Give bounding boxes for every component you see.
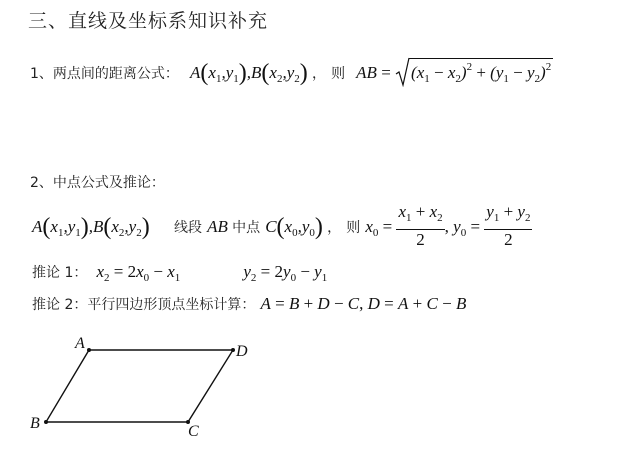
corollary-2-formula: A = B + D − C, D = A + C − B xyxy=(260,294,467,313)
then-2: 则 xyxy=(346,219,361,236)
midpoint-formula-label: 2、中点公式及推论： xyxy=(30,175,165,191)
point-a-b-expression: $A(x_1,y_1),B(x_2,y_2)$ xyxy=(190,60,308,86)
comma-2: ， xyxy=(327,219,342,236)
vertex-c-label: C xyxy=(188,423,199,440)
corollary-1-line xyxy=(32,262,327,284)
corollary-1-y: $y_2 = 2y_0 - y_1$ xyxy=(243,262,328,284)
parallelogram-figure xyxy=(20,332,280,442)
vertex-a-dot xyxy=(87,348,91,352)
midpoint-c-expression: $C(x_0,y_0)$ xyxy=(265,213,323,240)
corollary-1-x: $x_2 = 2x_0 - x_1$ xyxy=(96,262,181,284)
vertex-b-dot xyxy=(44,420,48,424)
vertex-d-dot xyxy=(231,348,235,352)
comma-1: ， xyxy=(311,66,326,82)
vertex-a-label: A xyxy=(75,335,85,352)
then-1: 则 xyxy=(331,66,346,82)
midpoint-formula-line xyxy=(32,204,532,252)
corollary-1-label: 推论 1： xyxy=(32,265,88,281)
distance-formula-label: 1、两点间的距离公式： xyxy=(30,66,179,82)
distance-formula-line xyxy=(30,58,553,87)
parallelogram-shape xyxy=(46,350,233,422)
corollary-2-label: 推论 2：平行四边形顶点坐标计算： xyxy=(32,297,256,313)
segment-text: 线段 xyxy=(173,219,202,236)
midpoint-points-expression: $A(x_1,y_1),B(x_2,y_2)$ xyxy=(32,213,150,240)
section-title: 三、直线及坐标系知识补充 xyxy=(28,10,269,32)
corollary-2-line xyxy=(32,294,466,314)
segment-ab: AB xyxy=(207,216,233,236)
vertex-d-label: D xyxy=(236,343,248,360)
x0-formula: $x_0$ = $\frac{x_1 + x_2}{2}$ , xyxy=(365,202,449,249)
y0-formula: $y_0$ = $\frac{y_1 + y_2}{2}$ xyxy=(453,202,531,249)
distance-expression: AB = $(x_1 - x_2)^2 + (y_1 - y_2)^2$ xyxy=(356,63,553,82)
vertex-b-label: B xyxy=(30,415,40,432)
midpoint-text: 中点 xyxy=(232,219,261,236)
sqrt-sign: $(x_1 - x_2)^2 + (y_1 - y_2)^2$ xyxy=(395,58,553,85)
